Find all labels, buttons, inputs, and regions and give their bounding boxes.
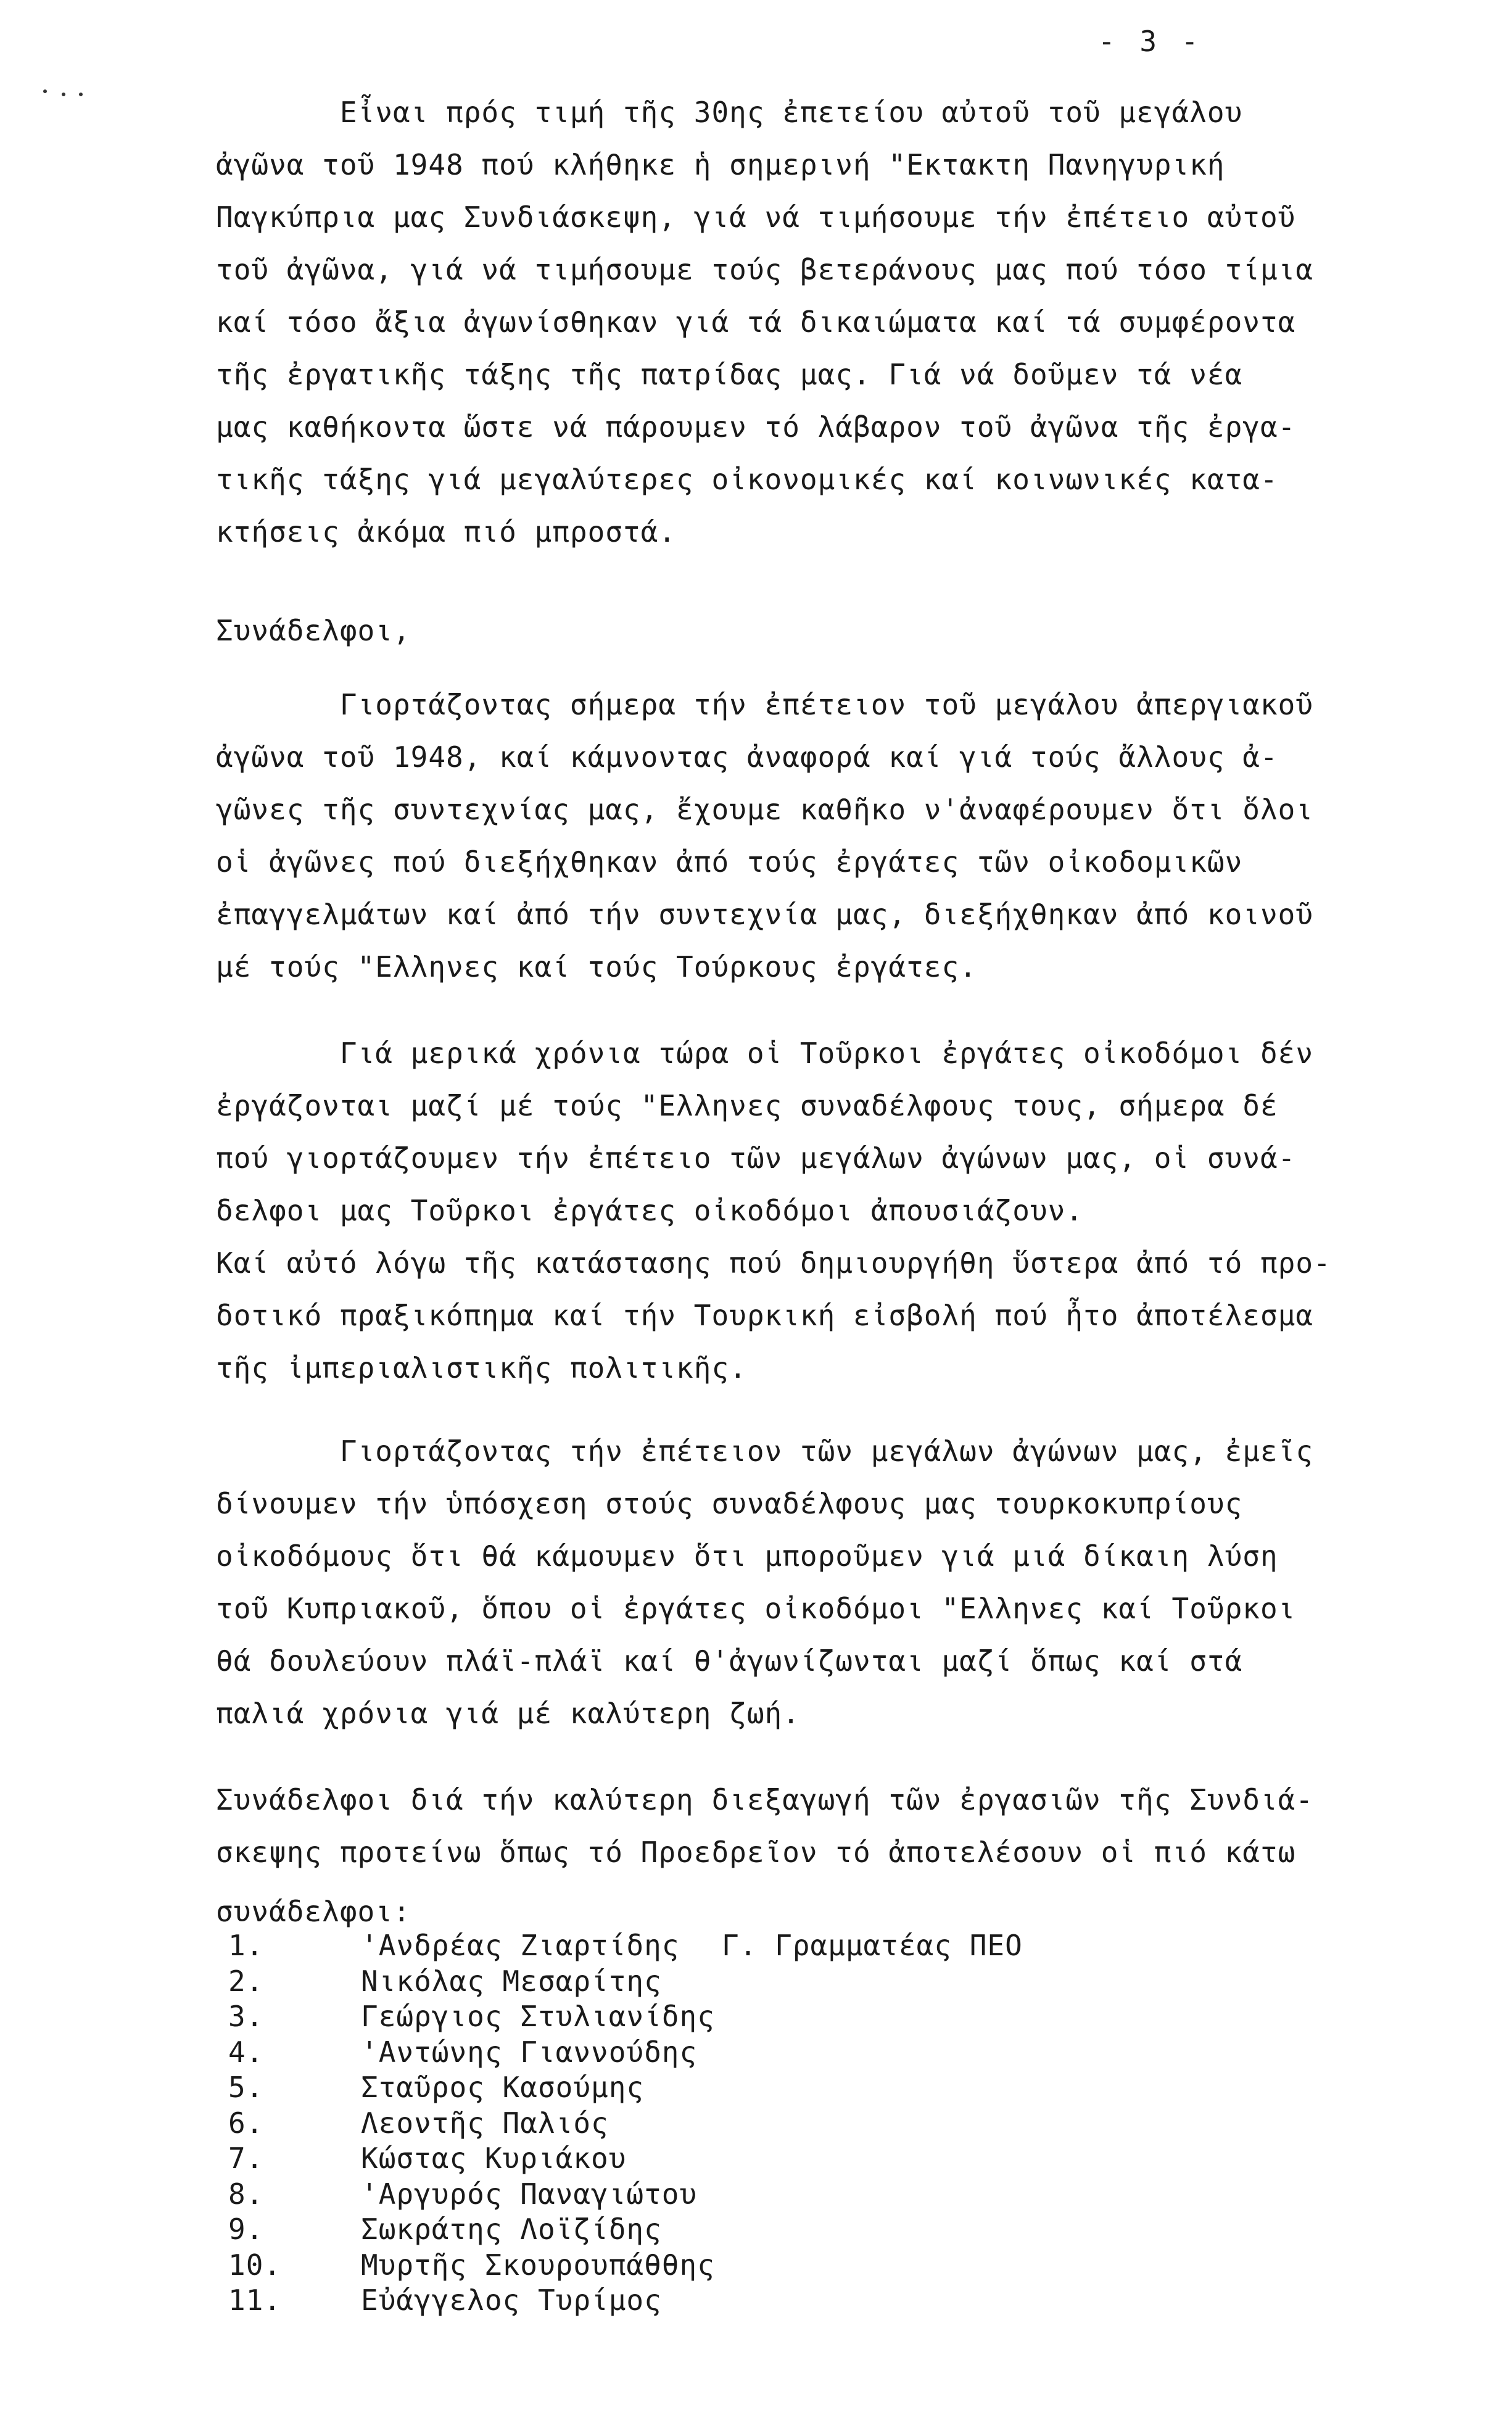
list-item-name: Σωκράτης Λοϊζίδης — [361, 2213, 662, 2246]
list-item-name: Σταῦρος Κασούμης — [361, 2071, 645, 2104]
list-item-number: 4. — [228, 2035, 264, 2069]
list-item-name: Μυρτῆς Σκουρουπάθθης — [361, 2248, 715, 2282]
list-item — [216, 1964, 1388, 2000]
list-intro: συνάδελφοι: — [216, 1895, 411, 1928]
scan-speck — [62, 93, 65, 96]
list-item-number: 5. — [228, 2071, 264, 2104]
list-item — [216, 2035, 1388, 2071]
list-item-name: 'Αργυρός Παναγιώτου — [361, 2177, 698, 2211]
list-item-number: 9. — [228, 2213, 264, 2246]
list-item-name: Νικόλας Μεσαρίτης — [361, 1964, 662, 1998]
list-item — [216, 2070, 1388, 2106]
list-item-name: Λεοντῆς Παλιός — [361, 2106, 609, 2140]
list-item — [216, 2283, 1388, 2319]
list-item — [216, 1928, 1388, 1964]
list-item-name: Κώστας Κυριάκου — [361, 2142, 627, 2175]
list-item-number: 3. — [228, 2000, 264, 2033]
scan-speck — [43, 89, 47, 93]
list-item — [216, 2248, 1388, 2284]
paragraph-anniversary: Εἶναι πρός τιμή τῆς 30ης ἐπετείου αὐτοῦ τοῦ μεγάλου ἀγῶνα τοῦ 1948 πού κλήθηκε ἡ σημερινή "Εκτακτη Πανηγυρική Παγκύπρια μας Συνδιάσκεψη, γιά νά τιμήσουμε τήν ἐπέτειο αὐτοῦ τοῦ ἀγῶνα, γιά νά τιμήσουμε τούς βετεράνους μας πού τόσο τίμια καί τόσο ἄξια ἀγωνίσθηκαν γιά τά δικαιώματα καί τά συμφέροντα τῆς ἐργατικῆς τάξης τῆς πατρίδας μας. Γιά νά δοῦμεν τά νέα μας καθήκοντα ὥστε νά πάρουμεν τό λάβαρον τοῦ ἀγῶνα τῆς ἐργα- τικῆς τάξης γιά μεγαλύτερες οἰκονομικές καί κοινωνικές κατα- κτήσεις ἀκόμα πιό μπροστά. — [216, 96, 1314, 549]
paragraph-presidium-proposal: Συνάδελφοι διά τήν καλύτερη διεξαγωγή τῶν ἐργασιῶν τῆς Συνδιά- σκεψης προτείνω ὅπως τό Προεδρεῖον τό ἀποτελέσουν οἱ πιό κάτω — [216, 1783, 1314, 1869]
list-item-number: 1. — [228, 1929, 264, 1962]
list-item — [216, 2212, 1388, 2248]
list-item-name: 'Ανδρέας Ζιαρτίδης — [361, 1929, 680, 1962]
list-item-number: 2. — [228, 1964, 264, 1998]
paragraph-promise: Γιορτάζοντας τήν ἐπέτειον τῶν μεγάλων ἀγώνων μας, ἐμεῖς δίνουμεν τήν ὑπόσχεση στούς συναδέλφους μας τουρκοκυπρίους οἰκοδόμους ὅτι θά κάμουμεν ὅτι μποροῦμεν γιά μιά δίκαιη λύση τοῦ Κυπριακοῦ, ὅπου οἱ ἐργάτες οἰκοδόμοι "Ελληνες καί Τοῦρκοι θά δουλεύουν πλάϊ-πλάϊ καί θ'ἀγωνίζωνται μαζί ὅπως καί στά παλιά χρόνια γιά μέ καλύτερη ζωή. — [216, 1435, 1314, 1730]
list-item-role: Γ. Γραμματέας ΠΕΟ — [722, 1929, 1023, 1962]
list-item-number: 6. — [228, 2106, 264, 2140]
list-item — [216, 2141, 1388, 2177]
page-number: - 3 - — [1098, 25, 1202, 58]
paragraph-turkish-workers-absent: Γιά μερικά χρόνια τώρα οἱ Τοῦρκοι ἐργάτες οἰκοδόμοι δέν ἐργάζονται μαζί μέ τούς "Ελληνες συναδέλφους τους, σήμερα δέ πού γιορτάζουμεν τήν ἐπέτειο τῶν μεγάλων ἀγώνων μας, οἱ συνά- δελφοι μας Τοῦρκοι ἐργάτες οἰκοδόμοι ἀπουσιάζουν. Καί αὐτό λόγω τῆς κατάστασης πού δημιουργήθη ὕστερα ἀπό τό προ- δοτικό πραξικόπημα καί τήν Τουρκική εἰσβολή πού ἦτο ἀποτέλεσμα τῆς ἰμπεριαλιστικῆς πολιτικῆς. — [216, 1037, 1331, 1385]
list-item-name: Εὐάγγελος Τυρίμος — [361, 2284, 662, 2317]
list-item-number: 11. — [228, 2284, 282, 2317]
presidium-member-list — [216, 1928, 1388, 2319]
list-item-number: 7. — [228, 2142, 264, 2175]
list-item-name: Γεώργιος Στυλιανίδης — [361, 2000, 715, 2033]
list-item — [216, 1999, 1388, 2035]
paragraph-joint-struggles: Γιορτάζοντας σήμερα τήν ἐπέτειον τοῦ μεγάλου ἀπεργιακοῦ ἀγῶνα τοῦ 1948, καί κάμνοντας ἀναφορά καί γιά τούς ἄλλους ἀ- γῶνες τῆς συντεχνίας μας, ἔχουμε καθῆκο ν'ἀναφέρουμεν ὅτι ὅλοι οἱ ἀγῶνες πού διεξήχθηκαν ἀπό τούς ἐργάτες τῶν οἰκοδομικῶν ἐπαγγελμάτων καί ἀπό τήν συντεχνία μας, διεξήχθηκαν ἀπό κοινοῦ μέ τούς "Ελληνες καί τούς Τούρκους ἐργάτες. — [216, 688, 1314, 983]
list-item — [216, 2106, 1388, 2142]
list-item — [216, 2177, 1388, 2213]
list-item-number: 10. — [228, 2248, 282, 2282]
list-item-number: 8. — [228, 2177, 264, 2211]
salutation: Συνάδελφοι, — [216, 614, 411, 647]
list-item-name: 'Αντώνης Γιαννούδης — [361, 2035, 698, 2069]
scan-speck — [79, 93, 83, 96]
